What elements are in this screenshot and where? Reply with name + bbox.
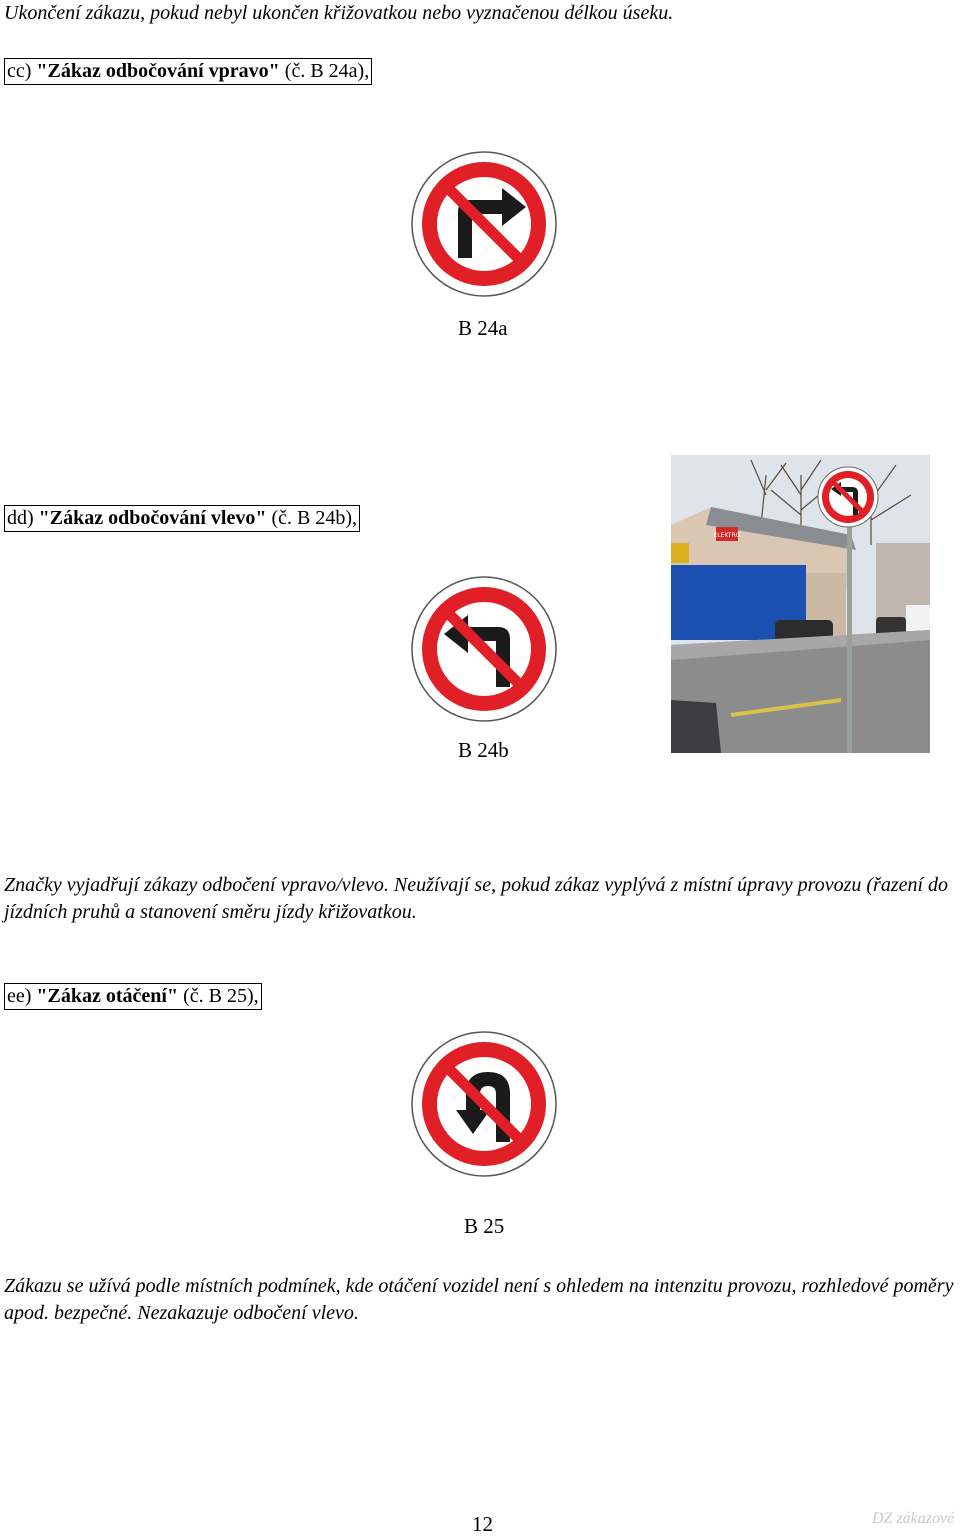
heading-b24a: [4, 58, 372, 85]
heading-b24b: [4, 505, 360, 532]
intro-text: Ukončení zákazu, pokud nebyl ukončen křižovatkou nebo vyznačenou délkou úseku.: [4, 2, 674, 24]
street-photo: [671, 455, 930, 753]
caption-b24b: B 24b: [458, 738, 509, 762]
footer-watermark: DZ zákazové: [872, 1510, 955, 1527]
caption-b24a: B 24a: [458, 316, 508, 340]
heading-b24a-title: "Zákaz odbočování vpravo": [36, 60, 280, 82]
heading-b24b-title: "Zákaz odbočování vlevo": [38, 507, 267, 529]
page-number: 12: [472, 1512, 493, 1536]
heading-b25: [4, 983, 262, 1010]
heading-b24a-prefix: cc): [7, 60, 37, 82]
description-b24: Značky vyjadřují zákazy odbočení vpravo/vlevo. Neužívají se, pokud zákaz vyplývá z místní úpravy provozu (řazení do jízdních pruhů a stanovení směru jízdy křižovatkou.: [4, 874, 949, 923]
heading-b25-suffix: (č. B 25),: [178, 985, 259, 1007]
heading-b24a-suffix: (č. B 24a),: [279, 60, 370, 82]
shop-sign-text: ELEKTRO: [713, 532, 741, 539]
caption-b25: B 25: [464, 1214, 505, 1238]
no-u-turn-sign-icon: [410, 1030, 558, 1178]
heading-b24b-prefix: dd): [7, 507, 39, 529]
heading-b25-prefix: ee): [7, 985, 37, 1007]
heading-b24b-suffix: (č. B 24b),: [266, 507, 358, 529]
heading-b25-title: "Zákaz otáčení": [36, 985, 179, 1007]
description-b25: Zákazu se užívá podle místních podmínek, kde otáčení vozidel není s ohledem na intenzitu provozu, rozhledové poměry apod. bezpečné. Nezakazuje odbočení vlevo.: [4, 1275, 954, 1324]
no-left-turn-sign-icon: [410, 575, 558, 723]
no-right-turn-sign-icon: [410, 150, 558, 298]
